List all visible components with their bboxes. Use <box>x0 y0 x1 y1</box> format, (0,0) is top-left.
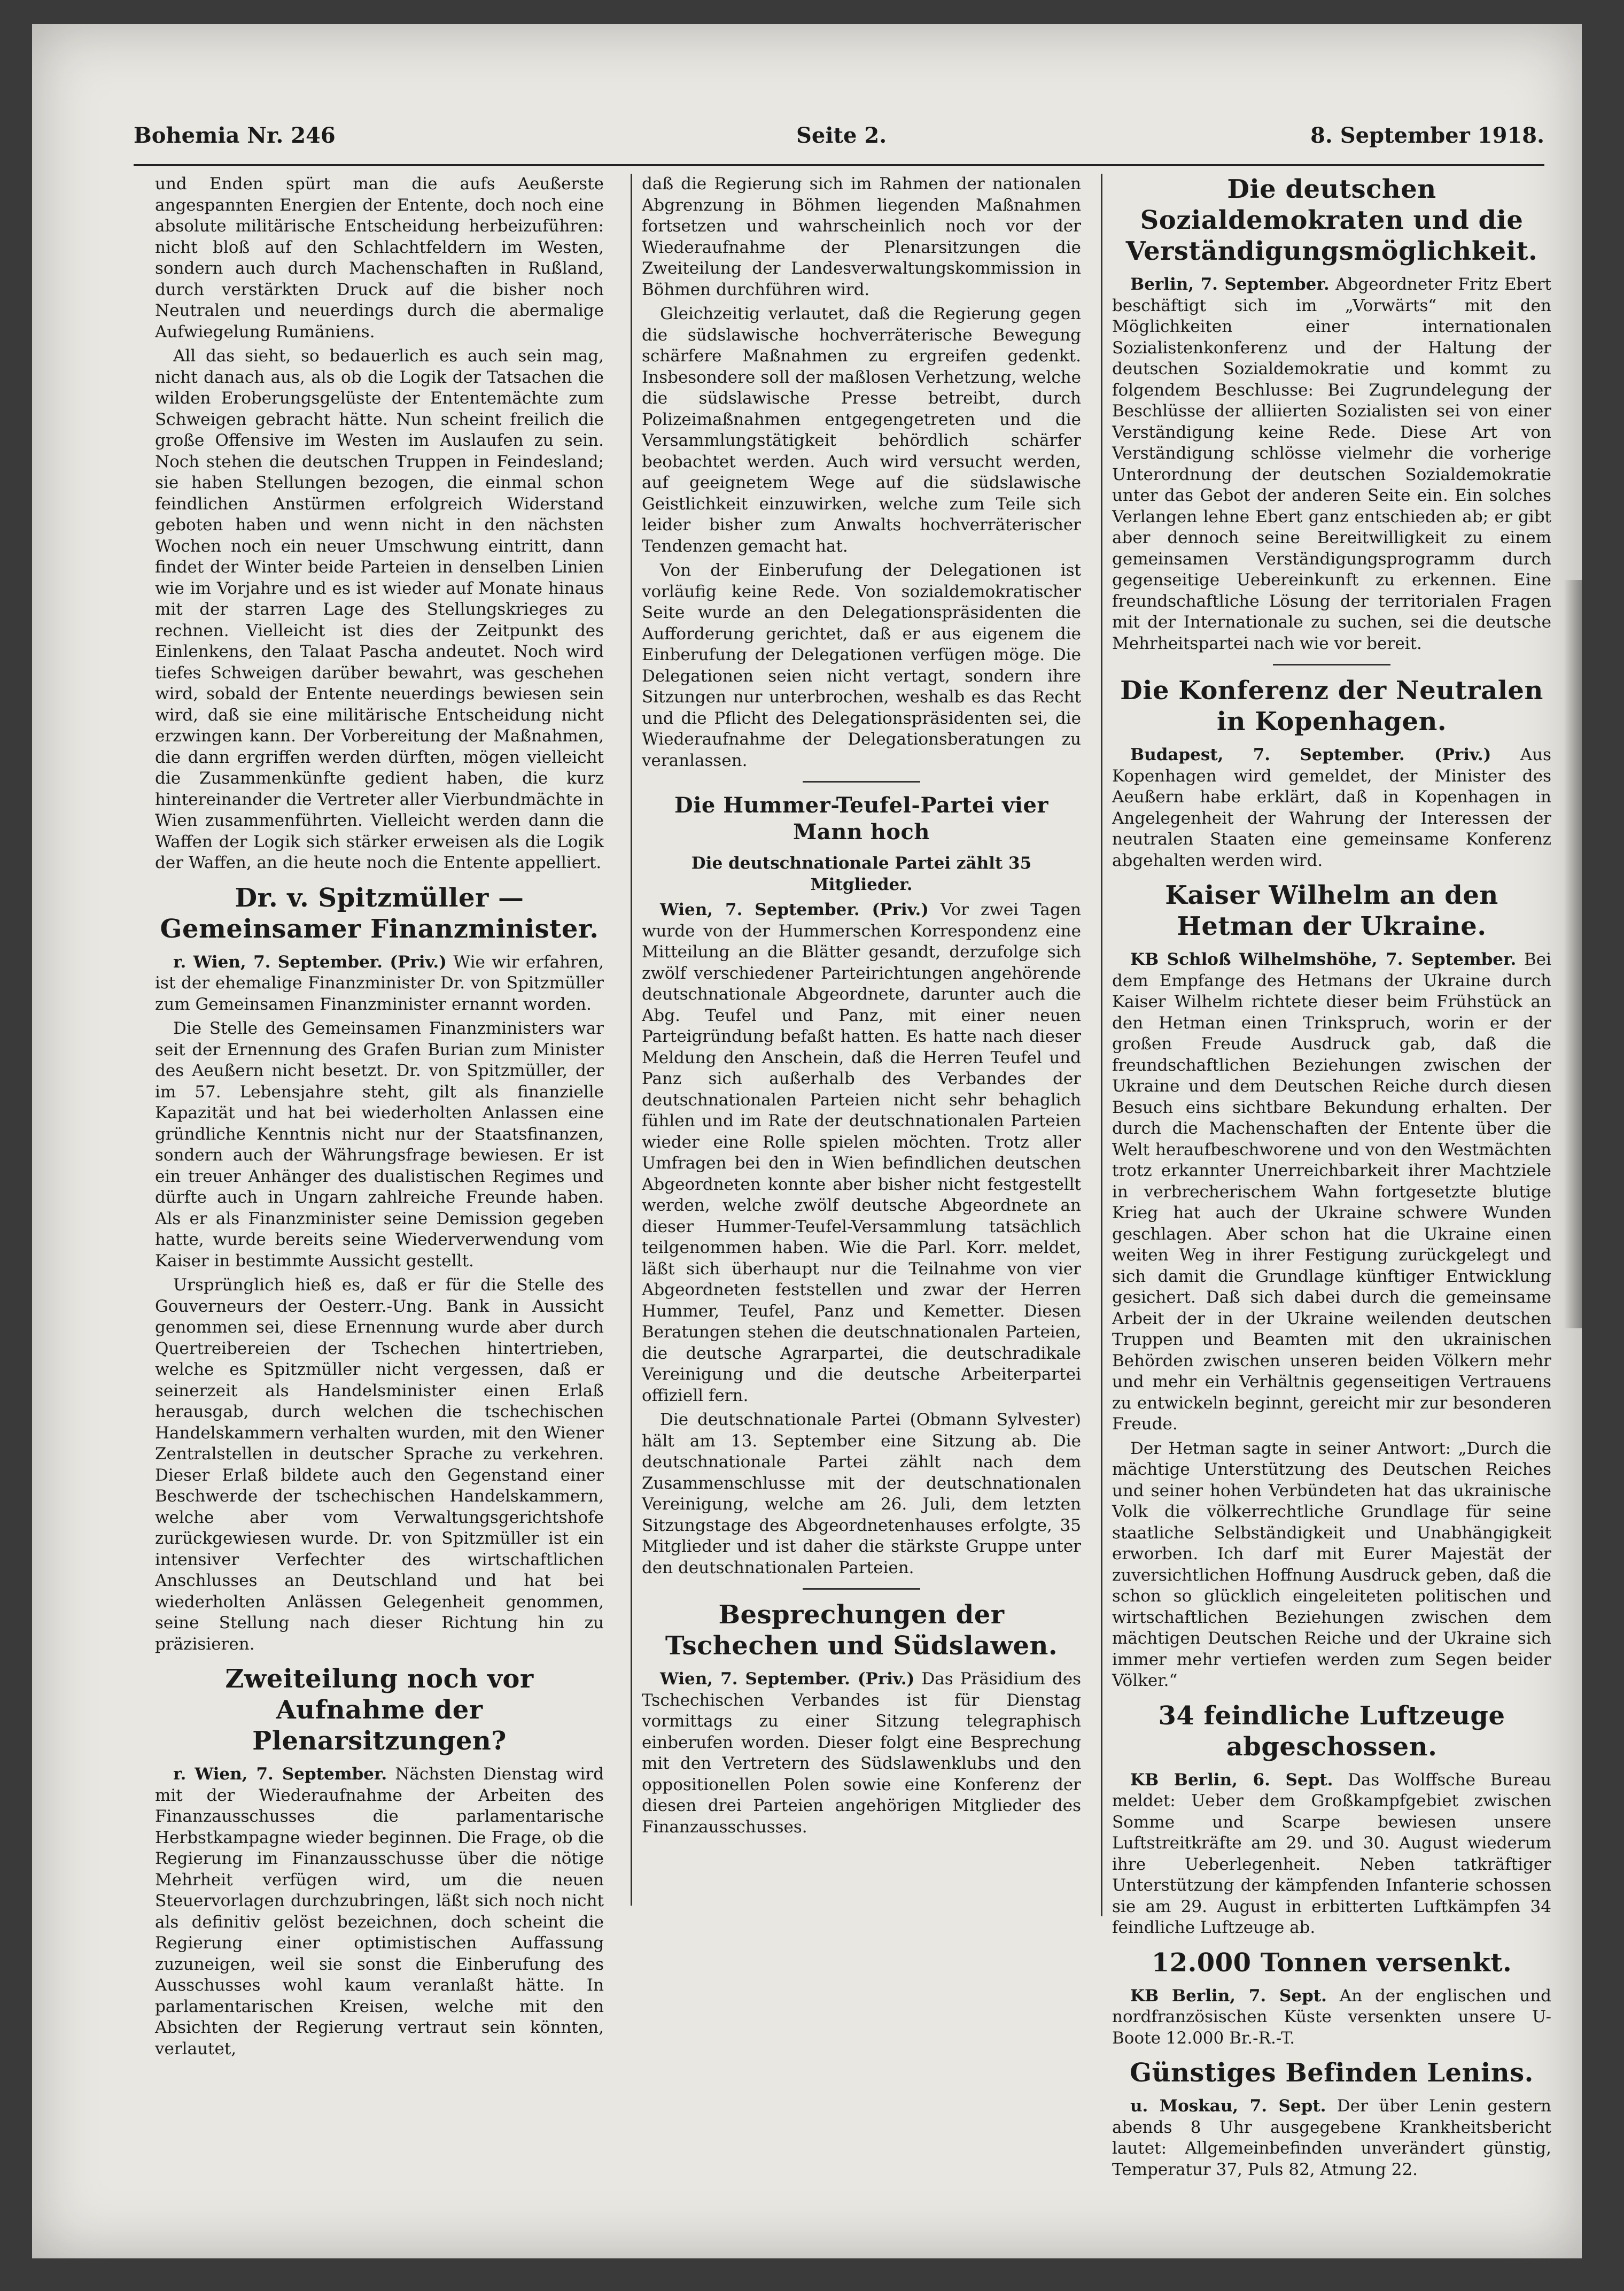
paragraph: Ursprünglich hieß es, daß er für die Stelle des Gouverneurs der Oesterr.-Ung. Bank in Aussicht genommen sei, diese Ernennung wurde aber durch Quertreibereien der Tschechen hintertrieben, welche es Spitzmüller nicht vergessen, daß er seinerzeit als Handelsminister einen Erlaß herausgab, durch welchen die tschechischen Handelskammern verhalten wurden, mit den Wiener Zentralstellen in deutscher Sprache zu verkehren. Dieser Erlaß bildete auch den Gegenstand einer Beschwerde der tschechischen Handelskammern, welche aber vom Verwaltungsgerichtshofe zurückgewiesen wurde. Dr. von Spitzmüller ist ein intensiver Verfechter des wirtschaftlichen Anschlusses an Deutschland und hat bei wiederholten Anlässen Gelegenheit genommen, seine Stellung nach dieser Richtung hin zu präzisieren. <box>155 1275 604 1654</box>
dateline: Budapest, 7. September. (Priv.) <box>1130 745 1491 764</box>
article-lead: Bei dem Empfange des Hetmans der Ukraine durch Kaiser Wilhelm richtete dieser beim Frühstück an den Hetman einen Trinkspruch, worin er der großen Freude Ausdruck gab, daß die freundschaftlichen Beziehungen zwischen der Ukraine und dem Deutschen Reiche durch diesen Besuch eins sichtbare Bekundung erhalten. Der durch die Machenschaften der Entente über die Welt heraufbeschworene und von den Westmächten trotz erkannter Unerreichbarkeit ihrer Machtziele in verbrecherischem Wahn fortgesetzte blutige Krieg hat auch der Ukraine schwere Wunden geschlagen. Aber schon hat die Ukraine einen weiten Weg in ihrer Festigung zurückgelegt und sich damit die Grundlage künftiger Entwicklung gesichert. Daß sich dabei durch die gemeinsame Arbeit der in der Ukraine weilenden deutschen Truppen und Beamten mit den ukrainischen Behörden zwischen unseren beiden Völkern mehr und mehr ein Verhältnis gegenseitigen Vertrauens zu entwickeln beginnt, gereicht mir zur besonderen Freude. <box>1112 950 1551 1434</box>
article-lead: Das Wolffsche Bureau meldet: Ueber dem Großkampfgebiet zwischen Somme und Scarpe bewiesen unsere Luftstreitkräfte am 29. und 30. August wiederum ihre Ueberlegenheit. Neben tatkräftiger Unterstützung der kämpfenden Infanterie schossen sie am 29. August in erbitterten Luftkämpfen 34 feindliche Luftzeuge ab. <box>1112 1770 1551 1937</box>
paragraph: daß die Regierung sich im Rahmen der nationalen Abgrenzung in Böhmen liegenden Maßnahmen fortsetzen und wahrscheinlich noch vor der Wiederaufnahme der Plenarsitzungen die Zweiteilung der Landesverwaltungskommission in Böhmen durchführen wird. <box>642 174 1081 299</box>
issue-date: 8. September 1918. <box>1310 123 1544 148</box>
page-number: Seite 2. <box>796 123 887 148</box>
headline-kaiser-wilhelm: Kaiser Wilhelm an den Hetman der Ukraine. <box>1165 880 1498 941</box>
dateline: KB Berlin, 6. Sept. <box>1130 1770 1333 1790</box>
paragraph: All das sieht, so bedauerlich es auch sein mag, nicht danach aus, als ob die Logik der Tatsachen die wilden Eroberungsgelüste der Ententemächte zum Schweigen gebracht hätte. Nun scheint freilich die große Offensive im Westen im Auslaufen zu sein. Noch stehen die deutschen Truppen in Feindesland; sie haben Stellungen bezogen, die einmal schon feindlichen Anstürmen erfolgreich Widerstand geboten haben und wenn nicht in den nächsten Wochen noch ein neuer Umschwung eintritt, dann findet der Winter beide Parteien in denselben Linien wie im Vorjahre und es ist wieder auf Monate hinaus mit der starren Lage des Stellungskrieges zu rechnen. Vielleicht ist dies der Zeitpunkt des Einlenkens, den Talaat Pascha andeutet. Noch wird tiefes Schweigen darüber bewahrt, was geschehen wird, sobald der Entente neuerdings bewiesen sein wird, daß sie eine militärische Entscheidung nicht erzwingen kann. Der Vorbereitung der Maßnahmen, die dann ergriffen werden dürften, mögen vielleicht die Zusammenkünfte gedient haben, die kurz hintereinander die Vertreter aller Vierbundmächte in Wien zusammenführten. Vielleicht werden dann die Waffen der Logik sich stärker erweisen als die Logik der Waffen, an die heute noch die Entente appelliert. <box>155 346 604 872</box>
divider <box>803 781 920 783</box>
dateline: Wien, 7. September. (Priv.) <box>660 1669 915 1689</box>
dateline: r. Wien, 7. September. <box>173 1764 387 1784</box>
page-header <box>134 123 1544 160</box>
article-lead: Vor zwei Tagen wurde von der Hummerschen Korrespondenz eine Mitteilung an die Blätter gesandt, derzufolge sich zwölf verschiedener Parteirichtungen angehörende deutschnationale Abgeordnete, darunter auch die Abg. Teufel und Panz, mit einer neuen Parteigründung befaßt hatten. Es hatte nach dieser Meldung den Anschein, daß die Herren Teufel und Panz sich außerhalb des Verbandes der deutschnationalen Parteien nicht sehr behaglich fühlen und im Rate der deutschnationalen Parteien wieder eine Rolle spielen möchten. Trotz aller Umfragen bei den in Wien befindlichen deutschen Abgeordneten konnte aber bisher nicht festgestellt werden, welche zwölf deutsche Abgeordnete an dieser Hummer-Teufel-Versammlung tatsächlich teilgenommen haben. Wie die Parl. Korr. meldet, läßt sich überhaupt nur die Teilnahme von vier Abgeordneten feststellen und zwar der Herren Hummer, Teufel, Panz und Kemetter. Diesen Beratungen stehen die deutschnationalen Parteien, die deutsche Agrarpartei, die deutschradikale Vereinigung und die deutsche Arbeiterpartei offiziell fern. <box>642 900 1081 1405</box>
dateline: Wien, 7. September. (Priv.) <box>660 900 929 919</box>
article-lead: An der englischen und nordfranzösischen Küste versenkten unsere U-Boote 12.000 Br.-R.-T. <box>1112 1986 1551 2048</box>
headline-lenin: Günstiges Befinden Lenins. <box>1130 2058 1534 2088</box>
article-lead: Das Präsidium des Tschechischen Verbandes ist für Dienstag vormittags zu einer Sitzung telegraphisch einberufen worden. Dieser folgt eine Besprechung mit den Vertretern des Südslawenklubs und den oppositionellen Polen sowie eine Konferenz der diesen drei Parteien angehörigen Mitglieder des Finanzausschusses. <box>642 1669 1082 1837</box>
subheadline: Die deutschnationale Partei zählt 35 Mitglieder. <box>691 854 1032 894</box>
article-lead: Wie wir erfahren, ist der ehemalige Finanzminister Dr. von Spitzmüller zum Gemeinsamen Finanzminister ernannt worden. <box>155 952 604 1014</box>
dateline: KB Schloß Wilhelmshöhe, 7. September. <box>1130 950 1517 969</box>
paragraph: Von der Einberufung der Delegationen ist vorläufig keine Rede. Von sozialdemokratischer Seite wurde an den Delegationspräsidenten die Aufforderung gerichtet, daß er aus eigenem die Einberufung der Delegationen verfügen möge. Die Delegationen seien nicht vertagt, sondern ihre Sitzungen nur unterbrochen, weshalb es das Recht und die Pflicht des Delegationspräsidenten sei, die Wiederaufnahme der Delegationsberatungen zu veranlassen. <box>642 561 1081 770</box>
paragraph: und Enden spürt man die aufs Aeußerste angespannten Energien der Entente, doch noch eine absolute militärische Entscheidung herbeizuführen: nicht bloß auf den Schlachtfeldern im Westen, sondern auch durch Machenschaften in Rußland, durch verstärkten Druck auf die bisher noch Neutralen und neuerdings durch die abermalige Aufwiegelung Rumäniens. <box>155 174 604 342</box>
issue-number: Bohemia Nr. 246 <box>134 123 336 148</box>
dateline: u. Moskau, 7. Sept. <box>1130 2096 1326 2116</box>
headline-luftzeuge: 34 feindliche Luftzeuge abgeschossen. <box>1158 1700 1505 1762</box>
article-lead: Nächsten Dienstag wird mit der Wiederaufnahme der Arbeiten des Finanzausschusses die parlamentarische Herbstkampagne wieder beginnen. Die Frage, ob die Regierung im Finanzausschusse über die nötige Mehrheit verfügen wird, um die neuen Steuervorlagen durchzubringen, läßt sich noch nicht als definitiv gelöst bezeichnen, doch scheint die Regierung einer optimistischen Auffassung zuzuneigen, weil sie sonst die Einberufung des Ausschusses wohl kaum veranlaßt hätte. In parlamentarischen Kreisen, welche mit den Absichten der Regierung vertraut sein könnten, verlautet, <box>155 1764 604 2058</box>
dateline: Berlin, 7. September. <box>1130 275 1330 294</box>
paragraph: Der Hetman sagte in seiner Antwort: „Durch die mächtige Unterstützung des Deutschen Reiches und seiner hohen Verbündeten hat das ukrainische Volk die völkerrechtliche Grundlage für seine staatliche Selbständigkeit und Unabhängigkeit erworben. Ich darf mit Eurer Majestät der zuversichtlichen Hoffnung Ausdruck geben, daß die schon so glücklich eingeleiteten politischen und wirtschaftlichen Beziehungen zwischen dem mächtigen Deutschen Reiche und der Ukraine sich immer mehr vertiefen werden zum Segen beider Völker.“ <box>1112 1438 1551 1690</box>
paragraph: Die Stelle des Gemeinsamen Finanzministers war seit der Ernennung des Grafen Burian zum Minister des Aeußern nicht besetzt. Dr. von Spitzmüller, der im 57. Lebensjahre steht, gilt als finanzielle Kapazität und hat bei wiederholten Anlassen eine gründliche Kenntnis nicht nur der Staatsfinanzen, sondern auch der Währungsfrage bewiesen. Er ist ein treuer Anhänger des dualistischen Regimes und dürfte auch in Ungarn zahlreiche Freunde haben. Als er als Finanzminister seine Demission gegeben hatte, wurde bereits seine Wiederverwendung vom Kaiser in bestimmte Aussicht gestellt. <box>155 1019 604 1271</box>
paragraph: Gleichzeitig verlautet, daß die Regierung gegen die südslawische hochverräterische Bewegung schärfere Maßnahmen zu ergreifen gedenkt. Insbesondere soll der maßlosen Verhetzung, welche die südslawische Presse betreibt, durch Polizeimaßnahmen entgegengetreten und die Versammlungstätigkeit behördlich schärfer beobachtet werden. Auch wird versucht werden, auf geeignetem Wege auf die südslawische Geistlichkeit einzuwirken, welche zum Teile sich leider bisher zum Anwalts hochverräterischer Tendenzen gemacht hat. <box>642 304 1081 556</box>
divider <box>803 1588 920 1590</box>
headline-konferenz-neutralen: Die Konferenz der Neutralen in Kopenhagen. <box>1120 676 1543 737</box>
column-1 <box>155 174 604 2063</box>
paragraph: Die deutschnationale Partei (Obmann Sylvester) hält am 13. September eine Sitzung ab. Die deutschnationale Partei zählt nach dem Zusammenschlusse mit der deutschnationalen Vereinigung, welche am 26. Juli, dem letzten Sitzungstage des Abgeordnetenhauses erfolgte, 35 Mitglieder und ist daher die stärkste Gruppe unter den deutschnationalen Parteien. <box>642 1410 1081 1577</box>
page-edge-shadow <box>1564 580 1582 1328</box>
newspaper-page <box>32 24 1582 2258</box>
headline-sozialdemokraten: Die deutschen Sozialdemokraten und die Verständigungsmöglichkeit. <box>1125 174 1538 266</box>
dateline: KB Berlin, 7. Sept. <box>1130 1986 1327 2006</box>
headline-hummer-teufel: Die Hummer-Teufel-Partei vier Mann hoch <box>674 793 1048 845</box>
article-lead: Abgeordneter Fritz Ebert beschäftigt sich im „Vorwärts“ mit den Möglichkeiten einer internationalen Sozialistenkonferenz und der Haltung der deutschen Sozialdemokratie und kommt zu folgendem Beschlusse: Bei Zugrundelegung der Beschlüsse der alliierten Sozialisten sei von einer Verständigung keine Rede. Diese Art von Verständigung schlösse vielmehr die vorherige Unterordnung der deutschen Sozialdemokratie unter das Gebot der anderen Seite ein. Ein solches Verlangen lehne Ebert ganz entschieden ab; er gibt aber dennoch seine Bereitwilligkeit zu einem gemeinsamen Verständigungsprogramm durch gegenseitige Uebereinkunft zu erkennen. Eine freundschaftliche Lösung der territorialen Fragen mit der Internationale zu suchen, sei die deutsche Mehrheitspartei nach wie vor bereit. <box>1112 275 1551 653</box>
headline-tschechen-suedslawen: Besprechungen der Tschechen und Südslawen. <box>665 1600 1058 1661</box>
article-lead: Aus Kopenhagen wird gemeldet, der Minister des Aeußern habe erklärt, daß in Kopenhagen in Angelegenheit der Wahrung der Interessen der neutralen Staaten eine gemeinsame Konferenz abgehalten werden wird. <box>1112 745 1551 870</box>
header-rule <box>134 164 1544 166</box>
headline-zweiteilung: Zweiteilung noch vor Aufnahme der Plenarsitzungen? <box>225 1664 534 1756</box>
headline-spitzmueller: Dr. v. Spitzmüller — Gemeinsamer Finanzminister. <box>160 883 599 944</box>
dateline: r. Wien, 7. September. (Priv.) <box>173 952 447 972</box>
column-2 <box>631 174 1081 1906</box>
headline-tonnen: 12.000 Tonnen versenkt. <box>1151 1947 1512 1978</box>
column-3 <box>1101 174 1551 2179</box>
article-lead: Der über Lenin gestern abends 8 Uhr ausgegebene Krankheitsbericht lautet: Allgemeinbefinden unverändert günstig, Temperatur 37, Puls 82, Atmung 22. <box>1112 2096 1551 2179</box>
divider <box>1273 664 1390 665</box>
